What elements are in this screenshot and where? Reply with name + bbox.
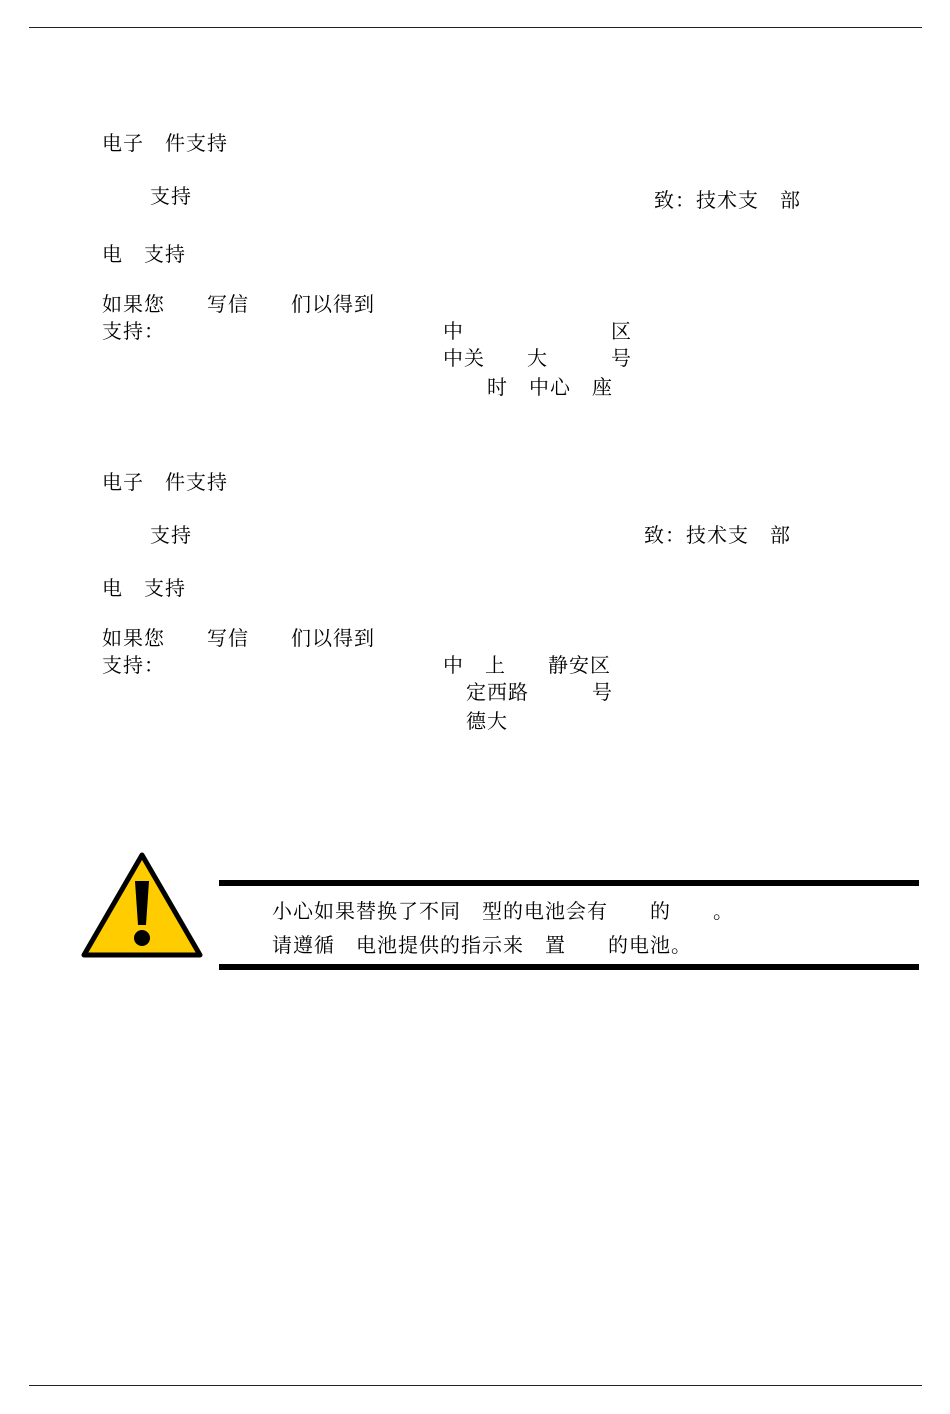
mail-intro: 如果您 写信 们以得到 xyxy=(102,626,375,650)
mail-intro: 如果您 写信 们以得到 xyxy=(102,292,375,316)
attention-line: 致：技术支 部 xyxy=(644,523,791,547)
phone-support-label: 电 支持 xyxy=(102,242,186,266)
caution-bottom-rule xyxy=(219,964,919,970)
support-label: 支持 xyxy=(150,184,192,208)
footer-rule xyxy=(29,1385,922,1386)
mail-support-label: 支持： xyxy=(102,653,165,677)
caution-line-1: 小心如果替换了不同 型的电池会有 的 。 xyxy=(272,899,734,923)
address-line-3: 时 中心 座 xyxy=(466,375,613,399)
support-label: 支持 xyxy=(150,523,192,547)
address-line-2: 定西路 号 xyxy=(466,680,613,704)
attention-line: 致：技术支 部 xyxy=(654,188,801,212)
email-support-heading: 电子 件支持 xyxy=(102,131,228,155)
warning-triangle-icon xyxy=(80,851,204,959)
caution-line-2: 请遵循 电池提供的指示来 置 的电池。 xyxy=(272,933,692,957)
phone-support-label: 电 支持 xyxy=(102,576,186,600)
mail-support-label: 支持： xyxy=(102,319,165,343)
email-support-heading: 电子 件支持 xyxy=(102,470,228,494)
caution-top-rule xyxy=(219,880,919,886)
address-line-3: 德大 xyxy=(466,709,508,733)
address-line-1: 中 上 静安区 xyxy=(443,653,611,677)
address-line-2: 中关 大 号 xyxy=(443,346,632,370)
address-line-1: 中 区 xyxy=(443,319,632,343)
header-rule xyxy=(29,27,922,28)
